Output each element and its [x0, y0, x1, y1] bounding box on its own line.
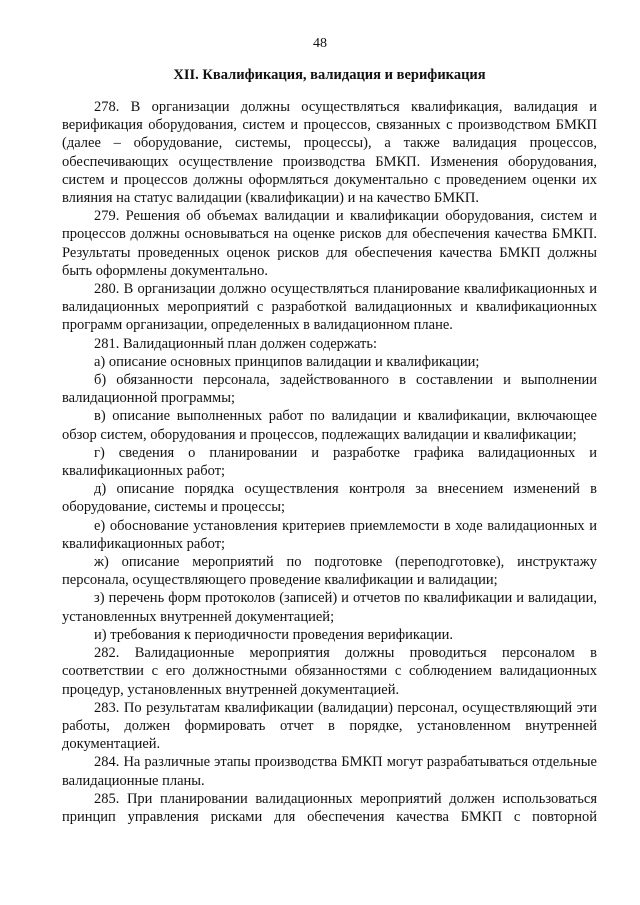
paragraph-284: 284. На различные этапы производства БМКП могут разрабатываться отдельные валидационные планы.	[62, 754, 597, 789]
paragraph-280: 280. В организации должно осуществляться планирование квалификационных и валидационных мероприятий с разработкой валидационных и квалификационных программ организации, определенных в валидационном плане.	[62, 281, 597, 334]
paragraph-283: 283. По результатам квалификации (валидации) персонал, осуществляющий эти работы, должен формировать отчет в порядке, установленном внутренней документацией.	[62, 699, 597, 753]
list-item-e: е) обоснование установления критериев приемлемости в ходе валидационных и квалификационных работ;	[62, 517, 597, 552]
list-item-d: д) описание порядка осуществления контроля за внесением изменений в оборудование, системы и процессы;	[62, 481, 597, 516]
paragraph-281: 281. Валидационный план должен содержать:	[94, 335, 377, 352]
paragraph-282: 282. Валидационные мероприятия должны проводиться персоналом в соответствии с его должностными обязанностями с соблюдением валидационных процедур, установленных внутренней документацией.	[62, 645, 597, 698]
page-number: 48	[313, 36, 327, 51]
document-body	[62, 98, 597, 826]
list-item-v: в) описание выполненных работ по валидации и квалификации, включающее обзор систем, оборудования и процессов, подлежащих валидации и квалификации;	[62, 408, 597, 443]
paragraph-285: 285. При планировании валидационных мероприятий должен использоваться принцип управления рисками для обеспечения качества БМКП с повторной	[62, 790, 597, 825]
list-item-z: з) перечень форм протоколов (записей) и отчетов по квалификации и валидации, установленных внутренней документацией;	[62, 590, 597, 625]
list-item-zh: ж) описание мероприятий по подготовке (переподготовке), инструктажу персонала, осуществляющего проведение квалификации и валидации;	[62, 554, 597, 589]
list-item-b: б) обязанности персонала, задействованного в составлении и выполнении валидационной программы;	[62, 372, 597, 407]
paragraph-278: 278. В организации должны осуществляться квалификация, валидация и верификация оборудования, систем и процессов, связанных с производством БМКП (далее – оборудование, системы, процессы), а также валидация процессов, обеспечивающих осуществление производства БМКП. Изменения оборудования, систем и процессов должны оформляться документально с проведением оценки их влияния на статус валидации (квалификации) и на качество БМКП.	[62, 99, 597, 207]
list-item-i: и) требования к периодичности проведения верификации.	[94, 626, 454, 643]
paragraph-279: 279. Решения об объемах валидации и квалификации оборудования, систем и процессов должны основываться на оценке рисков для обеспечения качества БМКП. Результаты проведенных оценок рисков для обеспечения качества БМКП должны быть оформлены документально.	[62, 208, 597, 279]
list-item-a: а) описание основных принципов валидации и квалификации;	[94, 353, 480, 370]
section-title: XII. Квалификация, валидация и верификация	[173, 67, 486, 83]
list-item-g: г) сведения о планировании и разработке графика валидационных и квалификационных работ;	[62, 444, 597, 480]
